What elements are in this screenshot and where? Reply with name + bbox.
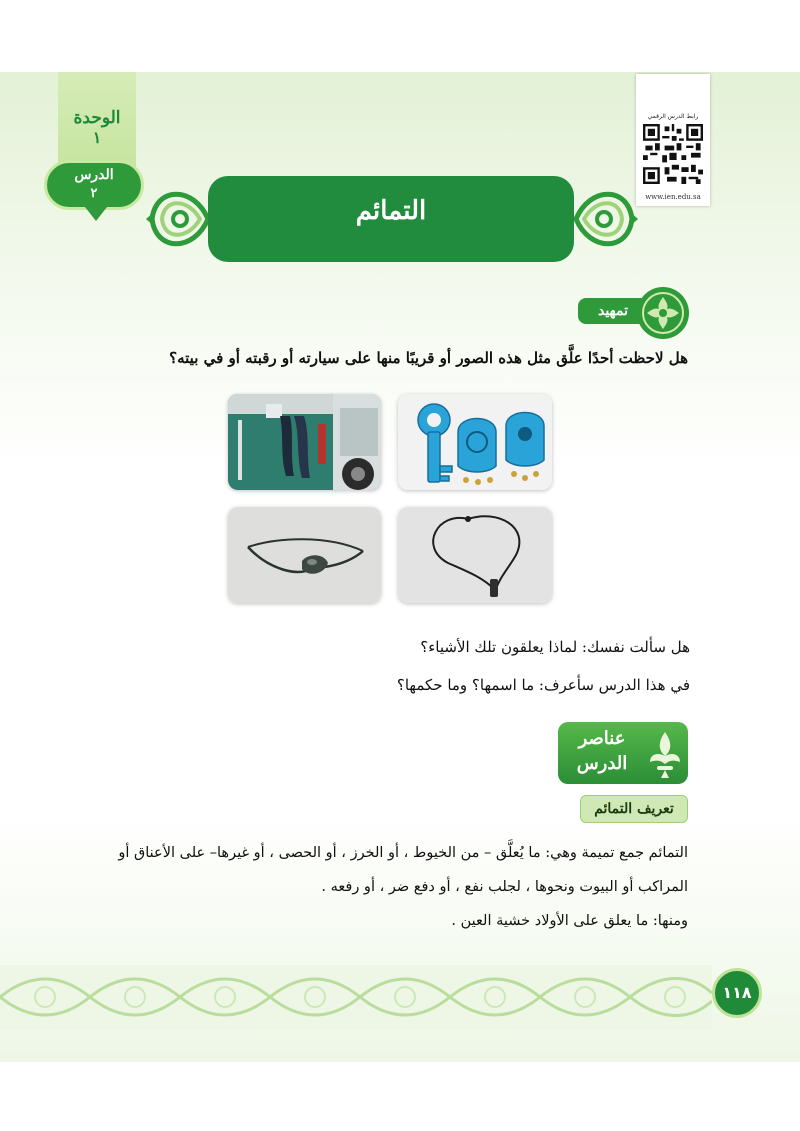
lesson-number: ٢ [90, 186, 98, 201]
fleur-de-lis-icon [646, 728, 684, 780]
definition-line-1: التمائم جمع تميمة وهي: ما يُعلَّق – من الخيوط ، أو الخرز ، أو الحصى ، أو غيرها– على الأعناق أو [118, 845, 688, 861]
qr-code-icon[interactable] [643, 124, 703, 184]
definition-line-3: ومنها: ما يعلق على الأولاد خشية العين . [451, 913, 688, 929]
intro-tag: تمهيد [578, 298, 648, 324]
qr-url[interactable]: www.ien.edu.sa [645, 193, 701, 201]
intro-question: هل لاحظت أحدًا علَّق مثل هذه الصور أو قريبًا منها على سيارته أو رقبته أو في بيته؟ [169, 349, 688, 367]
qr-label: رابط الدرس الرقمي [647, 113, 699, 120]
definition-line-2: المراكب أو البيوت ونحوها ، لجلب نفع ، أو دفع ضر ، أو رفعه . [321, 879, 688, 895]
lesson-elements-line2: الدرس [576, 753, 628, 774]
definition-heading: تعريف التمائم [580, 795, 688, 823]
footer-ornament-border [0, 965, 712, 1030]
cord-necklace-photo [398, 507, 552, 603]
floral-medallion-icon [636, 286, 690, 340]
unit-label: الوحدة [73, 108, 121, 128]
left-ornament-icon [144, 176, 210, 262]
cord-bracelet-photo [228, 507, 381, 603]
blue-ceramic-amulets-photo [398, 394, 552, 490]
right-ornament-icon [574, 176, 640, 262]
lesson-elements-line1: عناصر [578, 728, 626, 749]
lesson-title: التمائم [355, 196, 427, 226]
page-number: ١١٨ [712, 968, 762, 1018]
lesson-label: الدرس [74, 167, 114, 183]
reflection-question-2: في هذا الدرس سأعرف: ما اسمها؟ وما حكمها؟ [396, 676, 690, 694]
truck-with-hanging-cloth-photo [228, 394, 381, 490]
reflection-question-1: هل سألت نفسك: لماذا يعلقون تلك الأشياء؟ [420, 638, 690, 656]
unit-number: ١ [92, 128, 102, 147]
